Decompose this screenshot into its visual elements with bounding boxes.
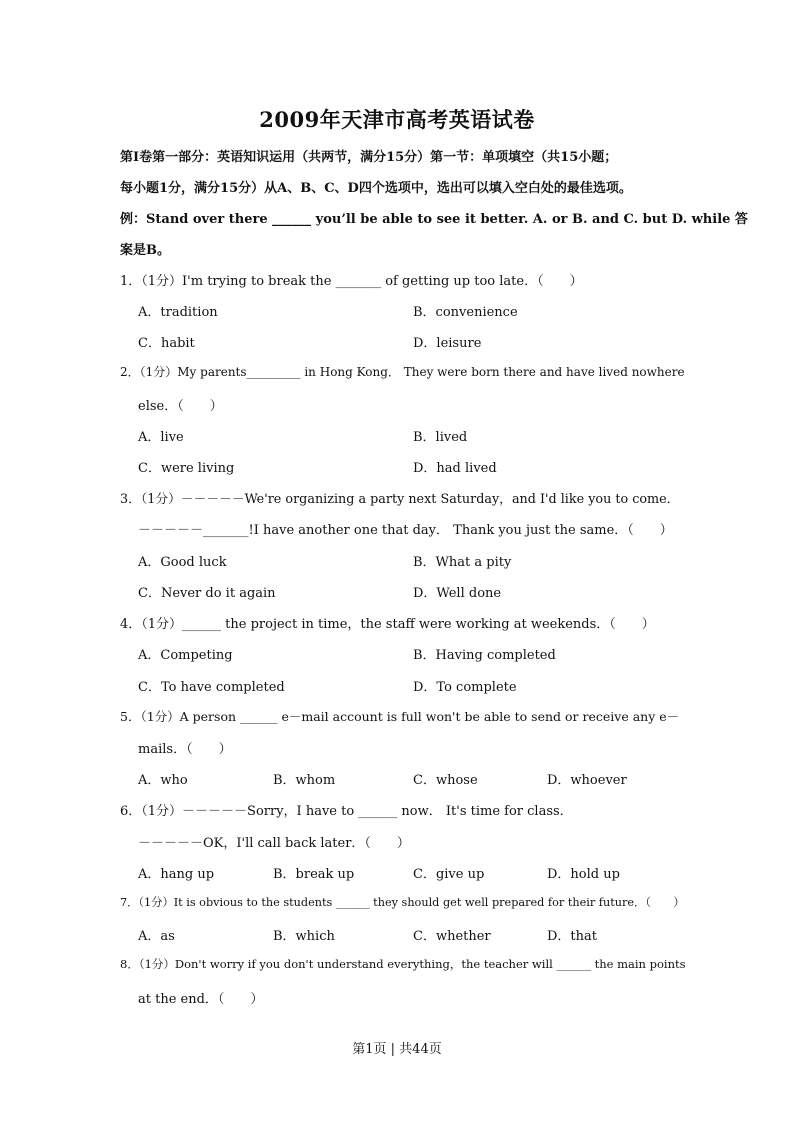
- option-c: C．To have completed: [138, 680, 285, 695]
- question-5-stem: 5．（1分）A person ______ e－mail account is full won't be able to send or receive any e－: [120, 709, 680, 724]
- option-a: A．as: [138, 929, 175, 944]
- instructions-line: 第Ⅰ卷第一部分：英语知识运用（共两节，满分15分）第一节：单项填空（共15小题；: [120, 150, 618, 165]
- question-7-stem: 7．（1分）It is obvious to the students ______ they should get well prepared for their future．（ ）: [120, 896, 685, 909]
- option-d: D．that: [547, 929, 597, 944]
- option-d: D．leisure: [413, 336, 482, 351]
- option-c: C．Never do it again: [138, 586, 276, 601]
- option-b: B．break up: [273, 867, 355, 882]
- question-2-stem-continued: else．（ ）: [138, 399, 223, 414]
- question-3-stem: 3．（1分）－－－－－We're organizing a party next Saturday，and I'd like you to come．: [120, 492, 680, 507]
- option-b: B．whom: [273, 773, 336, 788]
- option-c: C．habit: [138, 336, 195, 351]
- option-a: A．tradition: [138, 305, 218, 320]
- question-6-stem-continued: －－－－－OK，I'll call back later．（ ）: [138, 836, 410, 851]
- question-5-stem-continued: mails．（ ）: [138, 742, 232, 757]
- option-a: A．Good luck: [138, 555, 227, 570]
- option-c: C．whose: [413, 773, 478, 788]
- page-footer: 第1页 | 共44页: [352, 1042, 442, 1057]
- option-d: D．Well done: [413, 586, 502, 601]
- instructions-line: 每小题1分，满分15分）从A、B、C、D四个选项中，选出可以填入空白处的最佳选项。: [120, 181, 632, 196]
- instructions-line: 例：Stand over there ______ you’ll be able to see it better. A. or B. and C. but D. while 答: [120, 212, 748, 227]
- option-c: C．were living: [138, 461, 235, 476]
- instructions: [120, 142, 748, 266]
- option-d: D．had lived: [413, 461, 497, 476]
- option-b: B．which: [273, 929, 335, 944]
- option-a: A．live: [138, 430, 184, 445]
- question-4-stem: 4．（1分）______ the project in time，the staff were working at weekends．（ ）: [120, 617, 655, 632]
- question-8-stem-continued: at the end．（ ）: [138, 992, 264, 1007]
- option-b: B．lived: [413, 430, 468, 445]
- question-8-stem: 8．（1分）Don't worry if you don't understand everything，the teacher will ______ the main points: [120, 957, 686, 971]
- option-d: D．To complete: [413, 680, 517, 695]
- option-a: A．who: [138, 773, 188, 788]
- option-a: A．hang up: [138, 867, 215, 882]
- option-d: D．hold up: [547, 867, 620, 882]
- question-1-stem: 1．（1分）I'm trying to break the _______ of getting up too late．（ ）: [120, 274, 583, 289]
- option-b: B．Having completed: [413, 648, 556, 663]
- question-3-stem-continued: －－－－－_______!I have another one that day． Thank you just the same．（ ）: [138, 523, 673, 538]
- option-c: C．give up: [413, 867, 485, 882]
- question-2-stem: 2．（1分）My parents_________ in Hong Kong． They were born there and have lived nowhere: [120, 365, 685, 379]
- option-b: B．convenience: [413, 305, 518, 320]
- instructions-line: 案是B。: [120, 243, 170, 258]
- option-a: A．Competing: [138, 648, 233, 663]
- option-b: B．What a pity: [413, 555, 512, 570]
- page-title: 2009年天津市高考英语试卷: [259, 107, 535, 132]
- option-c: C．whether: [413, 929, 491, 944]
- option-d: D．whoever: [547, 773, 627, 788]
- question-6-stem: 6．（1分）－－－－－Sorry，I have to ______ now． It's time for class．: [120, 804, 573, 819]
